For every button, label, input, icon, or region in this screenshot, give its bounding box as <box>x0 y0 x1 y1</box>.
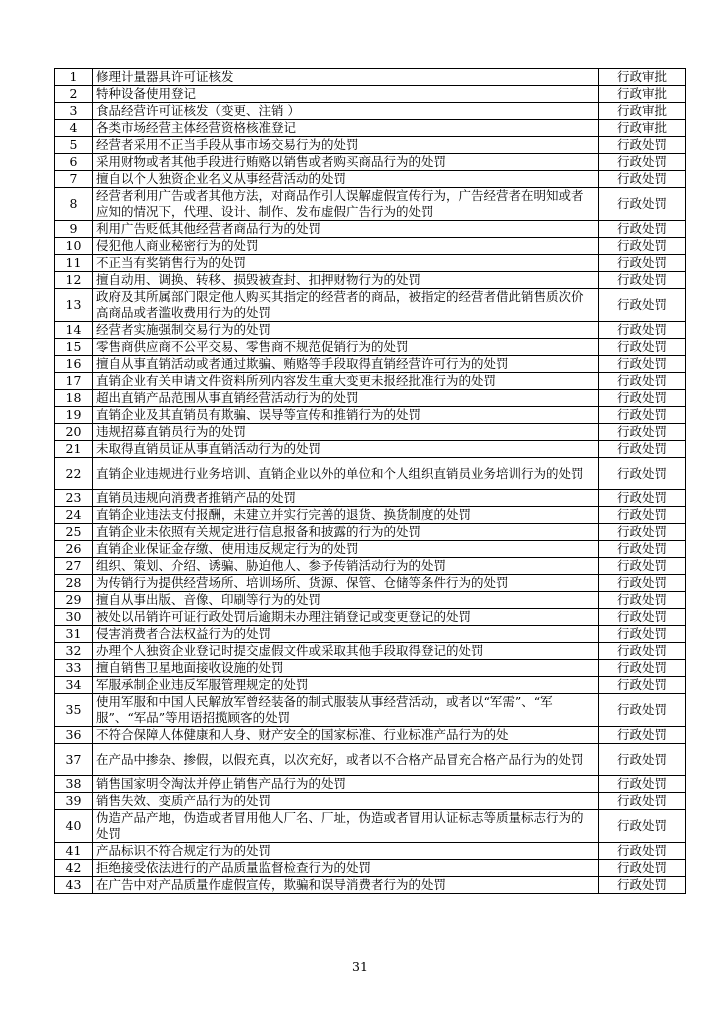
row-item-name: 擅自从事直销活动或者通过欺骗、贿赂等手段取得直销经营许可行为的处罚 <box>93 356 599 373</box>
row-number: 16 <box>55 356 93 373</box>
row-item-name: 被处以吊销许可证行政处罚后逾期未办理注销登记或变更登记的处罚 <box>93 609 599 626</box>
row-item-name: 直销企业违规进行业务培训、直销企业以外的单位和个人组织直销员业务培训行为的处罚 <box>93 458 599 490</box>
row-number: 26 <box>55 541 93 558</box>
table-row <box>55 490 686 507</box>
table-row <box>55 575 686 592</box>
table-row <box>55 103 686 120</box>
row-number: 33 <box>55 660 93 677</box>
row-category: 行政审批 <box>599 86 686 103</box>
table-row <box>55 810 686 843</box>
row-category: 行政处罚 <box>599 458 686 490</box>
table-row <box>55 727 686 744</box>
row-item-name: 违规招募直销员行为的处罚 <box>93 424 599 441</box>
row-item-name: 擅自从事出版、音像、印刷等行为的处罚 <box>93 592 599 609</box>
row-item-name: 伪造产品产地，伪造或者冒用他人厂名、厂址，伪造或者冒用认证标志等质量标志行为的处罚 <box>93 810 599 843</box>
row-item-name: 直销员违规向消费者推销产品的处罚 <box>93 490 599 507</box>
row-category: 行政处罚 <box>599 238 686 255</box>
row-number: 19 <box>55 407 93 424</box>
row-category: 行政处罚 <box>599 877 686 894</box>
row-number: 13 <box>55 289 93 322</box>
row-item-name: 不符合保障人体健康和人身、财产安全的国家标准、行业标准产品行为的处 <box>93 727 599 744</box>
row-number: 7 <box>55 171 93 188</box>
row-number: 40 <box>55 810 93 843</box>
table-row <box>55 776 686 793</box>
row-number: 29 <box>55 592 93 609</box>
row-category: 行政处罚 <box>599 390 686 407</box>
row-number: 6 <box>55 154 93 171</box>
row-category: 行政处罚 <box>599 441 686 458</box>
row-item-name: 侵犯他人商业秘密行为的处罚 <box>93 238 599 255</box>
table-row <box>55 390 686 407</box>
row-number: 22 <box>55 458 93 490</box>
row-item-name: 产品标识不符合规定行为的处罚 <box>93 843 599 860</box>
row-number: 15 <box>55 339 93 356</box>
row-item-name: 拒绝接受依法进行的产品质量监督检查行为的处罚 <box>93 860 599 877</box>
table-row <box>55 877 686 894</box>
row-item-name: 组织、策划、介绍、诱骗、胁迫他人、参予传销活动行为的处罚 <box>93 558 599 575</box>
row-item-name: 直销企业及其直销员有欺骗、误导等宣传和推销行为的处罚 <box>93 407 599 424</box>
row-number: 35 <box>55 694 93 727</box>
page-number: 31 <box>352 959 368 974</box>
row-category: 行政审批 <box>599 103 686 120</box>
row-number: 27 <box>55 558 93 575</box>
row-number: 42 <box>55 860 93 877</box>
row-number: 17 <box>55 373 93 390</box>
row-item-name: 销售国家明令淘汰并停止销售产品行为的处罚 <box>93 776 599 793</box>
table-row <box>55 289 686 322</box>
row-number: 31 <box>55 626 93 643</box>
table-row <box>55 137 686 154</box>
row-category: 行政处罚 <box>599 860 686 877</box>
row-item-name: 食品经营许可证核发（变更、注销 ） <box>93 103 599 120</box>
row-item-name: 直销企业违法支付报酬，未建立并实行完善的退货、换货制度的处罚 <box>93 507 599 524</box>
row-category: 行政处罚 <box>599 558 686 575</box>
row-category: 行政处罚 <box>599 677 686 694</box>
row-number: 36 <box>55 727 93 744</box>
row-item-name: 政府及其所属部门限定他人购买其指定的经营者的商品，被指定的经营者借此销售质次价高商品或者滥收费用行为的处罚 <box>93 289 599 322</box>
table-row <box>55 592 686 609</box>
row-item-name: 在广告中对产品质量作虚假宣传，欺骗和误导消费者行为的处罚 <box>93 877 599 894</box>
row-number: 3 <box>55 103 93 120</box>
row-number: 43 <box>55 877 93 894</box>
row-item-name: 销售失效、变质产品行为的处罚 <box>93 793 599 810</box>
row-category: 行政处罚 <box>599 727 686 744</box>
row-item-name: 不正当有奖销售行为的处罚 <box>93 255 599 272</box>
table-row <box>55 609 686 626</box>
row-item-name: 经营者利用广告或者其他方法，对商品作引人误解虚假宣传行为，广告经营者在明知或者应知的情况下，代理、设计、制作、发布虚假广告行为的处罚 <box>93 188 599 221</box>
row-category: 行政处罚 <box>599 744 686 776</box>
table-row <box>55 69 686 86</box>
row-category: 行政处罚 <box>599 255 686 272</box>
row-number: 1 <box>55 69 93 86</box>
row-number: 21 <box>55 441 93 458</box>
row-number: 11 <box>55 255 93 272</box>
row-item-name: 擅自销售卫星地面接收设施的处罚 <box>93 660 599 677</box>
row-number: 25 <box>55 524 93 541</box>
row-number: 32 <box>55 643 93 660</box>
row-category: 行政处罚 <box>599 289 686 322</box>
row-category: 行政审批 <box>599 120 686 137</box>
row-item-name: 未取得直销员证从事直销活动行为的处罚 <box>93 441 599 458</box>
row-category: 行政处罚 <box>599 339 686 356</box>
table-row <box>55 322 686 339</box>
row-number: 10 <box>55 238 93 255</box>
row-number: 14 <box>55 322 93 339</box>
row-item-name: 零售商供应商不公平交易、零售商不规范促销行为的处罚 <box>93 339 599 356</box>
row-category: 行政处罚 <box>599 154 686 171</box>
row-number: 18 <box>55 390 93 407</box>
row-number: 41 <box>55 843 93 860</box>
table-row <box>55 524 686 541</box>
table-row <box>55 441 686 458</box>
table-row <box>55 407 686 424</box>
row-number: 37 <box>55 744 93 776</box>
table-row <box>55 643 686 660</box>
row-number: 9 <box>55 221 93 238</box>
table-row <box>55 541 686 558</box>
table-row <box>55 626 686 643</box>
row-item-name: 侵害消费者合法权益行为的处罚 <box>93 626 599 643</box>
row-category: 行政处罚 <box>599 490 686 507</box>
row-item-name: 利用广告贬低其他经营者商品行为的处罚 <box>93 221 599 238</box>
table-row <box>55 188 686 221</box>
row-item-name: 直销企业未依照有关规定进行信息报备和披露的行为的处罚 <box>93 524 599 541</box>
table-row <box>55 793 686 810</box>
row-category: 行政处罚 <box>599 507 686 524</box>
table-row <box>55 154 686 171</box>
row-number: 20 <box>55 424 93 441</box>
item-table <box>54 68 686 894</box>
table-row <box>55 221 686 238</box>
table-row <box>55 373 686 390</box>
row-category: 行政处罚 <box>599 810 686 843</box>
row-category: 行政处罚 <box>599 592 686 609</box>
table-row <box>55 424 686 441</box>
row-item-name: 特种设备使用登记 <box>93 86 599 103</box>
row-category: 行政处罚 <box>599 272 686 289</box>
row-number: 4 <box>55 120 93 137</box>
row-category: 行政处罚 <box>599 609 686 626</box>
row-item-name: 超出直销产品范围从事直销经营活动行为的处罚 <box>93 390 599 407</box>
row-category: 行政处罚 <box>599 793 686 810</box>
table-row <box>55 694 686 727</box>
row-category: 行政审批 <box>599 69 686 86</box>
row-item-name: 直销企业保证金存缴、使用违反规定行为的处罚 <box>93 541 599 558</box>
row-item-name: 直销企业有关申请文件资料所列内容发生重大变更未报经批准行为的处罚 <box>93 373 599 390</box>
row-category: 行政处罚 <box>599 171 686 188</box>
row-number: 24 <box>55 507 93 524</box>
row-category: 行政处罚 <box>599 373 686 390</box>
table-row <box>55 843 686 860</box>
table-row <box>55 272 686 289</box>
row-item-name: 经营者实施强制交易行为的处罚 <box>93 322 599 339</box>
table-row <box>55 171 686 188</box>
row-item-name: 擅自动用、调换、转移、损毁被查封、扣押财物行为的处罚 <box>93 272 599 289</box>
row-item-name: 使用军服和中国人民解放军曾经装备的制式服装从事经营活动，或者以“军需”、“军服”、“军品”等用语招揽顾客的处罚 <box>93 694 599 727</box>
row-number: 8 <box>55 188 93 221</box>
row-category: 行政处罚 <box>599 843 686 860</box>
row-category: 行政处罚 <box>599 322 686 339</box>
row-number: 34 <box>55 677 93 694</box>
table-row <box>55 558 686 575</box>
table-row <box>55 458 686 490</box>
row-item-name: 军服承制企业违反军服管理规定的处罚 <box>93 677 599 694</box>
table-row <box>55 120 686 137</box>
row-item-name: 在产品中掺杂、掺假，以假充真，以次充好，或者以不合格产品冒充合格产品行为的处罚 <box>93 744 599 776</box>
row-number: 2 <box>55 86 93 103</box>
row-number: 23 <box>55 490 93 507</box>
row-category: 行政处罚 <box>599 694 686 727</box>
row-number: 5 <box>55 137 93 154</box>
row-number: 39 <box>55 793 93 810</box>
row-item-name: 办理个人独资企业登记时提交虚假文件或采取其他手段取得登记的处罚 <box>93 643 599 660</box>
row-category: 行政处罚 <box>599 776 686 793</box>
table-row <box>55 677 686 694</box>
row-category: 行政处罚 <box>599 356 686 373</box>
row-category: 行政处罚 <box>599 660 686 677</box>
table-row <box>55 356 686 373</box>
row-item-name: 经营者采用不正当手段从事市场交易行为的处罚 <box>93 137 599 154</box>
row-item-name: 擅自以个人独资企业名义从事经营活动的处罚 <box>93 171 599 188</box>
row-item-name: 各类市场经营主体经营资格核准登记 <box>93 120 599 137</box>
row-item-name: 修理计量器具许可证核发 <box>93 69 599 86</box>
row-category: 行政处罚 <box>599 407 686 424</box>
row-category: 行政处罚 <box>599 137 686 154</box>
row-category: 行政处罚 <box>599 626 686 643</box>
table-row <box>55 660 686 677</box>
row-item-name: 采用财物或者其他手段进行贿赂以销售或者购买商品行为的处罚 <box>93 154 599 171</box>
row-number: 28 <box>55 575 93 592</box>
table-row <box>55 744 686 776</box>
row-category: 行政处罚 <box>599 541 686 558</box>
row-number: 12 <box>55 272 93 289</box>
table-row <box>55 860 686 877</box>
table-row <box>55 255 686 272</box>
table-row <box>55 86 686 103</box>
row-category: 行政处罚 <box>599 221 686 238</box>
table-row <box>55 507 686 524</box>
row-number: 30 <box>55 609 93 626</box>
row-item-name: 为传销行为提供经营场所、培训场所、货源、保管、仓储等条件行为的处罚 <box>93 575 599 592</box>
table-row <box>55 238 686 255</box>
row-category: 行政处罚 <box>599 188 686 221</box>
table-row <box>55 339 686 356</box>
row-category: 行政处罚 <box>599 575 686 592</box>
row-category: 行政处罚 <box>599 424 686 441</box>
row-number: 38 <box>55 776 93 793</box>
row-category: 行政处罚 <box>599 524 686 541</box>
row-category: 行政处罚 <box>599 643 686 660</box>
